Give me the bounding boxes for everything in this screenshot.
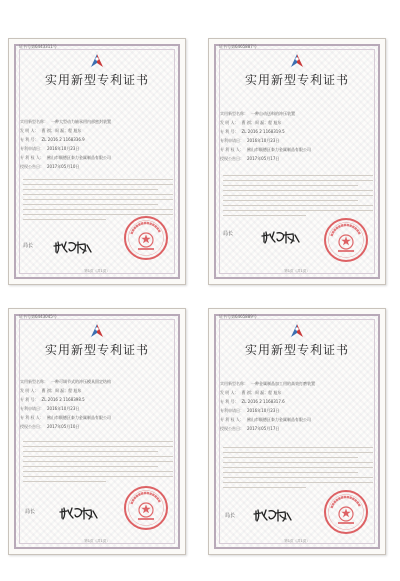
certificate-field: [20, 388, 81, 393]
body-text-line: [223, 487, 306, 488]
body-text-line: [223, 477, 373, 478]
certificate-field: [220, 111, 295, 116]
body-text-line: [223, 195, 373, 196]
field-label: 实用新型名称：: [220, 381, 248, 386]
patent-certificate: [8, 308, 186, 555]
body-text-line: [23, 441, 173, 442]
certificate-field: [20, 415, 111, 420]
field-value: 曹 祺；周 磊；程 旭东: [41, 388, 82, 393]
field-value: 佛山市顺德区泰力金属制品有限公司: [246, 417, 311, 422]
body-text-line: [23, 189, 158, 190]
certificate-field: [20, 119, 111, 124]
body-text-line: [23, 471, 173, 472]
page-footer: 第1页（共1页）: [284, 269, 310, 273]
body-text-line: [223, 210, 373, 211]
body-text-line: [223, 447, 373, 448]
certificate-field: [20, 379, 111, 384]
certificate-field: [220, 147, 311, 152]
certificate-field: [20, 397, 85, 402]
director-label: 局长: [225, 513, 236, 519]
field-label: 授权公告日：: [20, 164, 44, 169]
patent-office-emblem-icon: [289, 53, 305, 69]
official-seal: [123, 215, 169, 261]
field-label: 专 利 号：: [20, 137, 39, 142]
body-text-line: [23, 209, 173, 210]
body-text-line: [223, 452, 373, 453]
field-value: ZL 2016 2 1168317.6: [241, 399, 285, 404]
field-label: 专 利 权 人：: [20, 155, 44, 160]
page-footer: 第1页（共1页）: [84, 539, 110, 543]
certificate-field: [220, 399, 285, 404]
body-text-line: [223, 472, 358, 473]
director-signature: [261, 229, 301, 245]
field-value: 2016年10月23日: [47, 146, 80, 151]
field-value: ZL 2016 2 1168319.5: [241, 129, 285, 134]
certificate-field: [220, 138, 279, 143]
body-text-line: [223, 482, 373, 483]
field-value: ZL 2016 2 1168398.5: [41, 397, 85, 402]
body-text-line: [23, 446, 173, 447]
body-text-line: [223, 462, 373, 463]
field-label: 实用新型名称：: [220, 111, 248, 116]
field-label: 专 利 权 人：: [220, 147, 244, 152]
director-label: 局长: [25, 509, 36, 515]
patent-office-emblem-icon: [289, 323, 305, 339]
field-label: 专利申请日：: [220, 138, 244, 143]
certificate-field: [20, 424, 79, 429]
field-label: 授权公告日：: [220, 156, 244, 161]
field-value: 佛山市顺德区泰力金属制品有限公司: [246, 147, 311, 152]
field-label: 发 明 人：: [220, 120, 239, 125]
certificate-body-text: [23, 441, 173, 486]
patent-certificate: [8, 38, 186, 285]
body-text-line: [23, 179, 173, 180]
field-value: 一种自动送料的冲压装置: [251, 111, 295, 116]
body-text-line: [23, 461, 173, 462]
body-text-line: [223, 190, 373, 191]
field-value: 曹 祺；周 磊；程 旭东: [241, 390, 282, 395]
certificate-field: [220, 156, 279, 161]
certificate-number: 证书号第6443045号: [19, 314, 57, 319]
body-text-line: [23, 451, 158, 452]
body-text-line: [23, 199, 173, 200]
field-value: 曹 祺；周 磊；程 旭东: [241, 120, 282, 125]
certificate-field: [20, 137, 85, 142]
patent-certificate: [208, 38, 386, 285]
field-label: 专 利 号：: [220, 129, 239, 134]
field-value: 佛山市顺德区泰力金属制品有限公司: [46, 415, 111, 420]
body-text-line: [223, 185, 358, 186]
field-label: 发 明 人：: [220, 390, 239, 395]
director-signature: [59, 505, 99, 521]
field-label: 实用新型名称：: [20, 119, 48, 124]
body-text-line: [223, 467, 373, 468]
certificate-field: [220, 381, 315, 386]
certificate-field: [220, 120, 281, 125]
official-seal: [123, 485, 169, 531]
field-label: 专 利 号：: [220, 399, 239, 404]
certificate-field: [220, 417, 311, 422]
field-value: 2016年10月23日: [247, 408, 280, 413]
body-text-line: [23, 184, 173, 185]
field-value: 一种大型动力轴承用内部密封装置: [51, 119, 111, 124]
field-value: 2016年10月23日: [247, 138, 280, 143]
field-label: 专利申请日：: [20, 406, 44, 411]
field-value: 2017年05月17日: [247, 156, 280, 161]
body-text-line: [223, 180, 373, 181]
body-text-line: [223, 205, 373, 206]
certificate-field: [20, 164, 79, 169]
field-value: 佛山市顺德区泰力金属制品有限公司: [46, 155, 111, 160]
official-seal: [323, 217, 369, 263]
patent-office-emblem-icon: [89, 53, 105, 69]
certificate-title: 实用新型专利证书: [244, 73, 349, 87]
certificate-field: [20, 155, 111, 160]
body-text-line: [223, 457, 358, 458]
field-value: 2017年05月10日: [47, 164, 80, 169]
field-label: 授权公告日：: [20, 424, 44, 429]
certificate-field: [20, 146, 79, 151]
body-text-line: [23, 219, 106, 220]
director-signature: [53, 239, 93, 255]
certificate-body-text: [223, 447, 373, 492]
field-label: 授权公告日：: [220, 426, 244, 431]
field-label: 实用新型名称：: [20, 379, 48, 384]
body-text-line: [223, 200, 358, 201]
certificate-field: [220, 129, 285, 134]
field-value: 2016年10月23日: [47, 406, 80, 411]
body-text-line: [223, 175, 373, 176]
certificate-number: 证书号第6465889号: [219, 314, 257, 319]
patent-office-emblem-icon: [89, 323, 105, 339]
field-label: 专 利 权 人：: [20, 415, 44, 420]
director-label: 局长: [23, 243, 34, 249]
certificate-title: 实用新型专利证书: [44, 73, 149, 87]
body-text-line: [223, 215, 306, 216]
field-label: 发 明 人：: [20, 128, 39, 133]
field-value: ZL 2016 2 1168336.9: [41, 137, 85, 142]
page-footer: 第1页（共1页）: [84, 269, 110, 273]
page-footer: 第1页（共1页）: [284, 539, 310, 543]
body-text-line: [23, 476, 173, 477]
field-value: 曹 祺；周 磊；程 旭东: [41, 128, 82, 133]
field-value: 一种可调节式的冲压模具固定结构: [51, 379, 111, 384]
certificate-title: 实用新型专利证书: [244, 343, 349, 357]
certificate-field: [220, 390, 281, 395]
certificate-body-text: [223, 175, 373, 220]
certificate-field: [20, 406, 79, 411]
field-label: 专利申请日：: [220, 408, 244, 413]
director-label: 局长: [223, 231, 234, 237]
field-label: 专利申请日：: [20, 146, 44, 151]
certificate-title: 实用新型专利证书: [44, 343, 149, 357]
director-signature: [253, 507, 293, 523]
field-label: 发 明 人：: [20, 388, 39, 393]
field-label: 专 利 号：: [20, 397, 39, 402]
body-text-line: [23, 456, 173, 457]
body-text-line: [23, 204, 158, 205]
official-seal: [323, 489, 369, 535]
certificate-field: [20, 128, 81, 133]
body-text-line: [23, 466, 158, 467]
body-text-line: [23, 194, 173, 195]
field-value: 2017年05月10日: [47, 424, 80, 429]
patent-certificate: [208, 308, 386, 555]
certificate-field: [220, 426, 279, 431]
certificate-number: 证书号第6443311号: [19, 44, 57, 49]
certificate-number: 证书号第6465887号: [219, 44, 257, 49]
field-value: 一种金属制品加工用的高效打磨装置: [251, 381, 315, 386]
field-value: 2017年05月17日: [247, 426, 280, 431]
certificate-field: [220, 408, 279, 413]
field-label: 专 利 权 人：: [220, 417, 244, 422]
body-text-line: [23, 481, 106, 482]
